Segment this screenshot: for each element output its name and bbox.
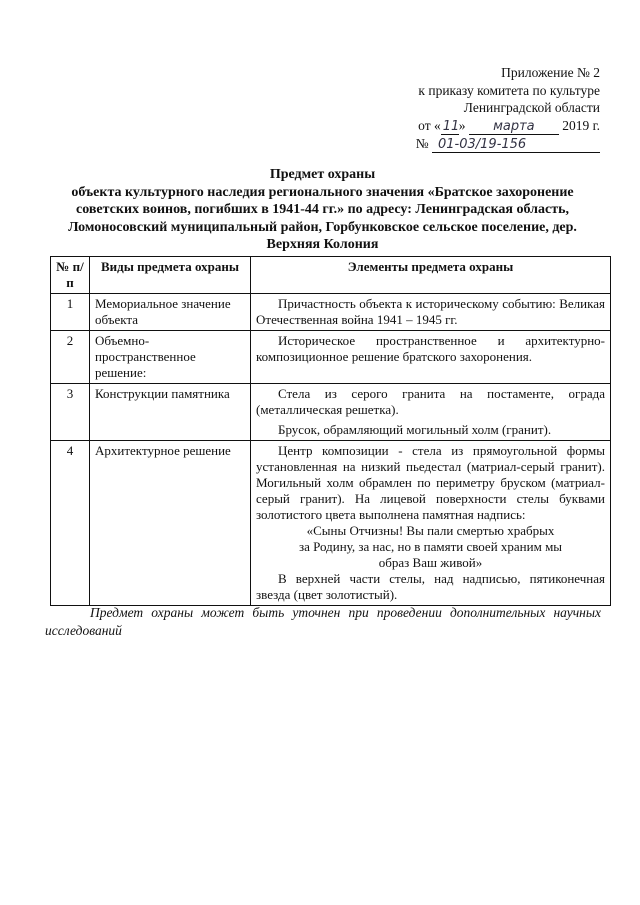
row-number: 3 bbox=[51, 384, 90, 441]
date-day-handwritten: 11 bbox=[442, 118, 460, 134]
element-text: Брусок, обрамляющий могильный холм (гранит). bbox=[278, 422, 552, 437]
number-handwritten: 01-03/19-156 bbox=[432, 138, 600, 153]
document-title: Предмет охраны bbox=[269, 167, 376, 182]
date-month-handwritten: марта bbox=[469, 120, 559, 135]
table-row bbox=[51, 384, 611, 441]
row-number: 1 bbox=[51, 294, 90, 331]
inscription-line: за Родину, за нас, но в памяти своей храним мы bbox=[298, 539, 563, 554]
table-header-row bbox=[51, 257, 611, 294]
row-kind: Архитектурное решение bbox=[90, 441, 251, 606]
appendix-title: Приложение № 2 bbox=[501, 65, 600, 80]
table-row bbox=[51, 294, 611, 331]
element-text: Стела из серого гранита на постаменте, ограда (металлическая решетка). bbox=[256, 386, 605, 417]
row-kind: Мемориальное значение объекта bbox=[90, 294, 251, 331]
document-heading bbox=[45, 166, 600, 254]
header-kind: Виды предмета охраны bbox=[90, 257, 251, 294]
element-text: Центр композиции - стела из прямоугольной формы установленная на низкий пьедестал (матриал-серый гранит). Могильный холм обрамлен по периметру бруском (матриал-серый гранит). На лицевой поверхности стелы буквами золотистого цвета выполнена памятная надпись: bbox=[256, 443, 605, 522]
row-number: 2 bbox=[51, 331, 90, 384]
date-year: 2019 г. bbox=[562, 117, 600, 133]
header-number: № п/п bbox=[51, 257, 90, 294]
appendix-block bbox=[360, 64, 600, 153]
appendix-region: Ленинградской области bbox=[463, 100, 600, 115]
row-kind: Конструкции памятника bbox=[90, 384, 251, 441]
row-elements bbox=[251, 294, 611, 331]
header-elements: Элементы предмета охраны bbox=[251, 257, 611, 294]
row-elements bbox=[251, 441, 611, 606]
row-elements bbox=[251, 384, 611, 441]
document-subtitle: объекта культурного наследия регионального значения «Братское захоронение советских воинов, погибших в 1941-44 гг.» по адресу: Ленинградская область, Ломоносовский муниципальный район, Горбунковское сельское поселение, дер. Верхняя Колония bbox=[68, 184, 577, 252]
appendix-number bbox=[360, 135, 600, 153]
inscription-line: образ Ваш живой» bbox=[378, 555, 483, 570]
protection-items-table bbox=[50, 256, 611, 606]
footnote: Предмет охраны может быть уточнен при проведении дополнительных научных исследований bbox=[45, 605, 601, 638]
date-prefix: от « bbox=[418, 117, 441, 133]
inscription-line: «Сыны Отчизны! Вы пали смертью храбрых bbox=[306, 523, 555, 538]
table-row bbox=[51, 331, 611, 384]
table-row bbox=[51, 441, 611, 606]
element-text: Причастность объекта к историческому событию: Великая Отечественная война 1941 – 1945 гг. bbox=[256, 296, 605, 327]
date-mid: » bbox=[458, 117, 466, 133]
row-kind: Объемно-пространственное решение: bbox=[90, 331, 251, 384]
row-elements bbox=[251, 331, 611, 384]
element-text: Историческое пространственное и архитектурно-композиционное решение братского захоронения. bbox=[256, 333, 605, 364]
element-text: В верхней части стелы, над надписью, пятиконечная звезда (цвет золотистый). bbox=[256, 571, 605, 602]
row-number: 4 bbox=[51, 441, 90, 606]
number-prefix: № bbox=[415, 135, 429, 151]
appendix-order-ref: к приказу комитета по культуре bbox=[418, 82, 600, 98]
appendix-date bbox=[360, 117, 600, 135]
